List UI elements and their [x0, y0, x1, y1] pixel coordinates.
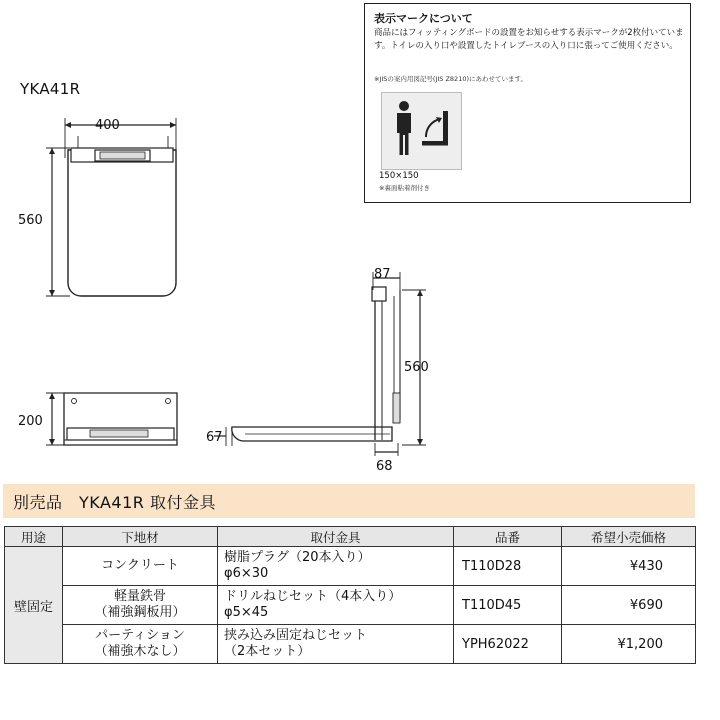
dim-front-height: 560: [18, 213, 43, 228]
price-cell: ¥690: [562, 586, 696, 625]
material-sub: （補強木なし）: [94, 644, 186, 659]
header-fitting: 取付金具: [218, 527, 454, 547]
fitting-spec: （2本セット）: [224, 644, 311, 659]
accessory-section-header: [3, 484, 695, 518]
mounting-hardware-table: [4, 526, 696, 664]
header-price: 希望小売価格: [562, 527, 696, 547]
dim-side-top: 87: [374, 267, 391, 282]
fitting-line: 挟み込み固定ねじセット: [224, 628, 368, 643]
dim-front-width: 400: [95, 118, 120, 133]
notice-body: 商品にはフィッティングボードの設置をお知らせする表示マークが2枚付いています。トイレの入り口や設置したトイレブースの入り口に張ってご使用ください。: [374, 28, 684, 51]
header-material: 下地材: [63, 527, 218, 547]
price-cell: ¥430: [562, 547, 696, 586]
table-row: [5, 625, 696, 664]
code-cell: T110D45: [454, 586, 562, 625]
fitting-cell: [218, 547, 454, 586]
dim-side-offset: 67: [206, 430, 223, 445]
fitting-cell: [218, 586, 454, 625]
code-cell: YPH62022: [454, 625, 562, 664]
notice-title: 表示マークについて: [374, 12, 473, 25]
dim-side-bottom: 68: [376, 459, 393, 474]
material-cell: [63, 625, 218, 664]
header-usage: 用途: [5, 527, 63, 547]
usage-cell: 壁固定: [5, 547, 63, 664]
notice-note: ※JISの案内用図記号(JIS Z8210)にあわせています。: [374, 75, 527, 83]
header-code: 品番: [454, 527, 562, 547]
material-sub: （補強鋼板用）: [94, 605, 186, 620]
sign-note: ※裏面粘着剤付き: [379, 184, 430, 192]
fitting-cell: [218, 625, 454, 664]
material-cell: [63, 547, 218, 586]
material-line: 軽量鉄骨: [113, 589, 166, 604]
model-label: YKA41R: [20, 80, 81, 98]
code-cell: T110D28: [454, 547, 562, 586]
table-row: [5, 586, 696, 625]
fitting-spec: φ6×30: [224, 566, 269, 581]
material-line: パーティション: [95, 628, 185, 643]
sign-size: 150×150: [379, 171, 419, 181]
table-row: [5, 547, 696, 586]
fitting-spec: φ5×45: [224, 605, 269, 620]
material-line: コンクリート: [101, 558, 179, 573]
dim-plan-depth: 200: [18, 414, 43, 429]
fitting-line: ドリルねじセット（4本入り）: [224, 589, 402, 604]
dim-side-height: 560: [404, 360, 429, 375]
fitting-line: 樹脂プラグ（20本入り）: [224, 550, 371, 565]
section-title: 別売品 YKA41R 取付金具: [13, 493, 216, 512]
price-cell: ¥1,200: [562, 625, 696, 664]
table-header-row: [5, 527, 696, 547]
material-cell: [63, 586, 218, 625]
